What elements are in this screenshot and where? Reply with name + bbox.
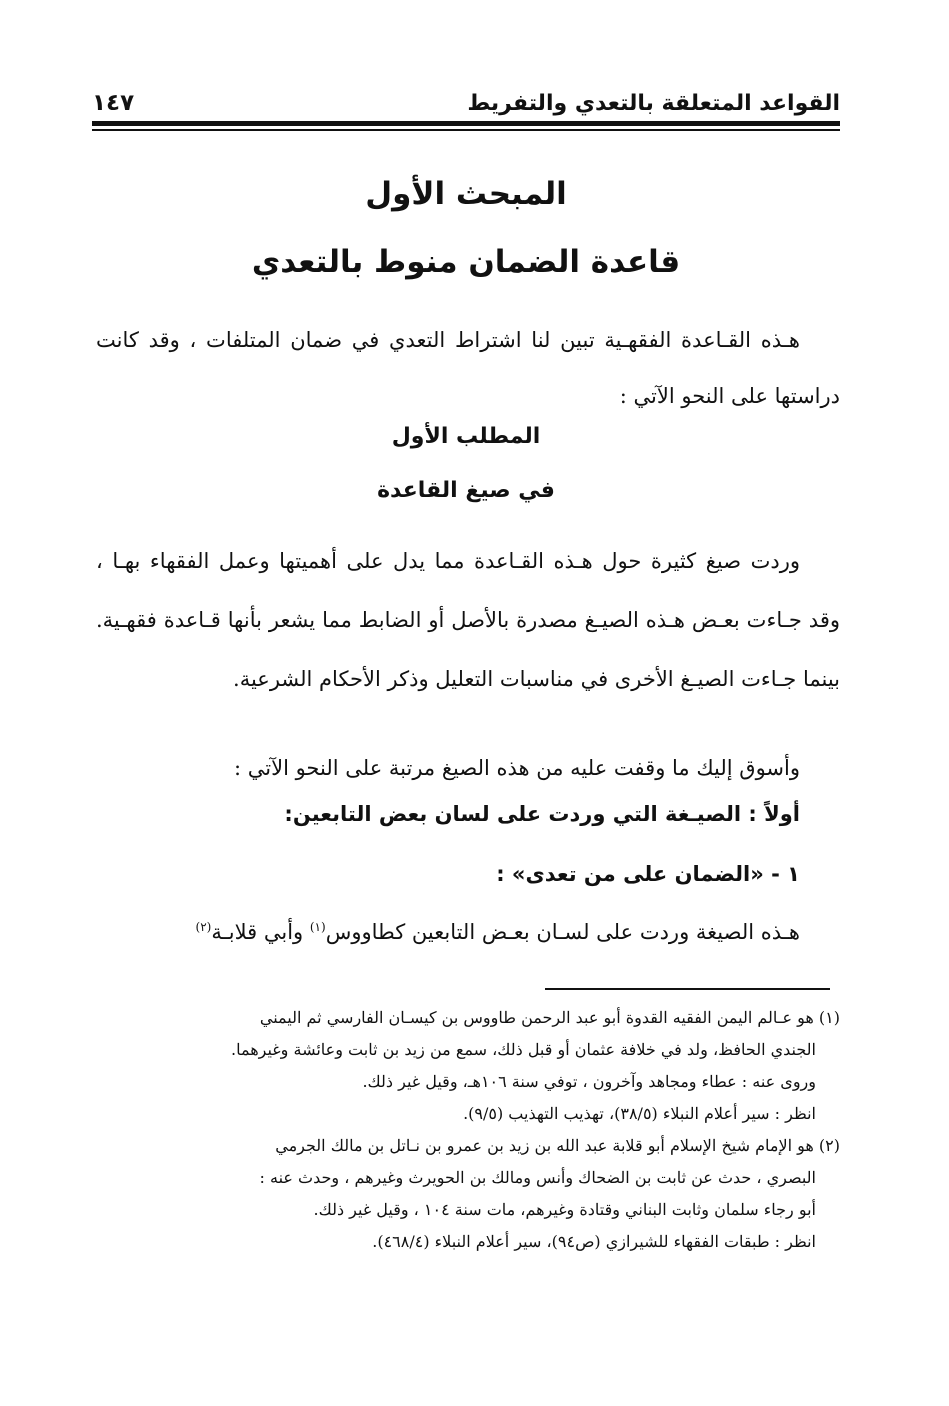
header-rule-thin xyxy=(92,129,840,131)
footnote-2-line-4: انظر : طبقات الفقهاء للشيرازي (ص٩٤)، سير أعلام النبلاء (٤٦٨/٤). xyxy=(372,1232,816,1251)
footnote-ref-2: (٢) xyxy=(195,920,212,934)
subsection-title: في صيغ القاعدة xyxy=(377,478,555,503)
subsection-heading: المطلب الأول xyxy=(391,424,541,449)
footnote-1-line-3: وروى عنه : عطاء ومجاهد وآخرون ، توفي سنة ١٠٦هـ، وقيل غير ذلك. xyxy=(362,1072,816,1091)
body-paragraph-2: وأسوق إليك ما وقفت عليه من هذه الصيغ مرتبة على النحو الآتي : xyxy=(234,756,800,780)
header-rule-thick xyxy=(92,121,840,126)
footnote-separator xyxy=(545,988,830,990)
intro-paragraph: هـذه القـاعدة الفقهـية تبين لنا اشتراط التعدي في ضمان المتلفات ، وقد كانت دراستها على النحو الآتي : xyxy=(96,328,840,408)
first-item-heading: أولاً : الصيـغة التي وردت على لسان بعض التابعين: xyxy=(284,802,800,826)
body-paragraph: وردت صيغ كثيرة حول هـذه القـاعدة مما يدل على أهميتها وعمل الفقهاء بهـا ، وقد جـاءت بعـض هـذه الصيـغ مصدرة بالأصل أو الضابط مما يشعر بأنها قـاعدة فقهـية. بينما جـاءت الصيـغ الأخرى في مناسبات التعليل وذكر الأحكام الشرعية. xyxy=(96,549,840,691)
footnotes xyxy=(92,1002,840,1258)
section-heading: المبحث الأول xyxy=(365,176,567,212)
body-paragraph-3 xyxy=(96,912,840,952)
page-number: ١٤٧ xyxy=(92,90,135,116)
footnote-ref-1: (١) xyxy=(309,920,326,934)
footnote-1-line-4: انظر : سير أعلام النبلاء (٣٨/٥)، تهذيب التهذيب (٩/٥). xyxy=(463,1104,816,1123)
footnote-1-line-2: الجندي الحافظ، ولد في خلافة عثمان أو قبل ذلك، سمع من زيد بن ثابت وعائشة وغيرهما. xyxy=(231,1040,816,1059)
footnote-2-line-3: أبو رجاء سلمان وثابت البناني وقتادة وغيرهم، مات سنة ١٠٤ ، وقيل غير ذلك. xyxy=(313,1200,816,1219)
formula-heading: ١ - «الضمان على من تعدى» : xyxy=(496,862,800,886)
footnote-2-line-2: البصري ، حدث عن ثابت بن الضحاك وأنس ومالك بن الحويرث وغيرهم ، وحدث عنه : xyxy=(259,1168,816,1187)
footnote-1-line-1: (١) هو عـالم اليمن الفقيه القدوة أبو عبد الرحمن طاووس بن كيسـان الفارسي ثم اليمني xyxy=(259,1008,840,1027)
para4-mid: وأبي قلابـة xyxy=(211,920,310,944)
para4-text: هـذه الصيغة وردت على لسـان بعـض التابعين كطاووس xyxy=(325,920,800,944)
footnote-2-line-1: (٢) هو الإمام شيخ الإسلام أبو قلابة عبد الله بن زيد بن عمرو بن نـاتل بن مالك الجرمي xyxy=(275,1136,840,1155)
running-title: القواعد المتعلقة بالتعدي والتفريط xyxy=(467,91,840,116)
page-header xyxy=(92,84,840,116)
rule-title-heading: قاعدة الضمان منوط بالتعدي xyxy=(251,244,681,280)
